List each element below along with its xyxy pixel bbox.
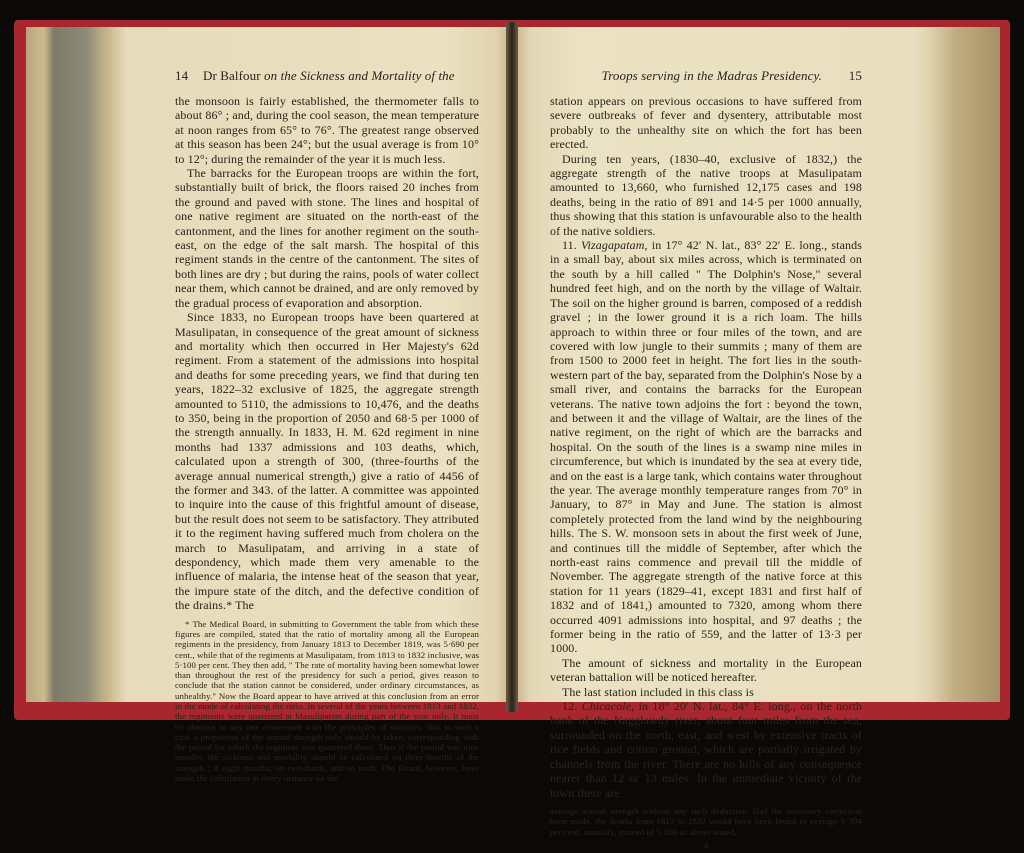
- left-paragraph-2: The barracks for the European troops are within the fort, substantially built of brick, the floors raised 20 inches from the ground and paved with stone. The lines and hospital of one native regiment are situated on the north-east of the cantonment, and the lines for another regiment on the south-east, on the edge of the salt marsh. The hospital of this regiment stands in the centre of the cantonment. The sites of both lines are dry ; but during the rains, pools of water collect near them, which cannot be drained, and are only removed by the gradual process of evaporation and absorption.: [175, 166, 479, 310]
- left-page-number: 14: [175, 68, 189, 83]
- right-page-number: 15: [848, 68, 862, 83]
- left-page-body: [175, 94, 479, 783]
- right-page-header: [550, 69, 862, 85]
- left-page-header: [175, 69, 479, 85]
- right-footnote-text: average annual strength without any such deduction. Had the necessary correction been made, the deaths from 1813 to 1832 would have been found to average 6·394 per cent. annually, instead of 5·100 as above stated.: [550, 805, 862, 837]
- left-paragraph-1: the monsoon is fairly established, the thermometer falls to about 86° ; and, during the cool season, the mean temperature at noon ranges from 65° to 76°. The greatest range observed at this season has been 24°; but the usual average is from 10° to 12°; during the remainder of the year it is much less.: [175, 94, 479, 166]
- left-paragraph-3: Since 1833, no European troops have been quartered at Masulipatan, in consequence of the great amount of sickness and mortality which then occurred in Her Majesty's 62d regiment. From a statement of the admissions into hospital and deaths for some preceding years, we find that during ten years, 1822–32 exclusive of 1825, the aggregate strength amounted to 5110, the admissions to 10,476, and the deaths to 350, being in the proportion of 2050 and 68·5 per 1000 of the strength annually. In 1833, H. M. 62d regiment in nine months had 1337 admissions and 103 deaths, which, calculated upon a strength of 300, (three-fourths of the average annual numerical strength,) give a ratio of 4456 of the former and 343. of the latter. A committee was appointed to inquire into the cause of this frightful amount of disease, but the result does not seem to be satisfactory. They attributed it to the regiment having suffered much from cholera on the march to Masulipatam, and arriving in a state of despondency, which made them very amenable to the influence of malaria, the intense heat of the season that year, the impure state of the ditch, and the defective condition of the drains.* The: [175, 310, 479, 613]
- left-running-head: Dr Balfour on the Sickness and Mortality of the: [203, 68, 455, 83]
- right-paragraph-6: 12. Chicacole, in 18° 20′ N. lat., 84° E. long., on the north bank of the Nagglawdy river, about four miles from the sea, surrounded on the north, east, and west by extensive tracts of rice fields and cotton ground, which are partially irrigated by channels from the river. There are no hills of any consequence nearer than 12 or 13 miles. In the immediate vicinity of the town there are: [550, 699, 863, 800]
- signature-mark: 4: [703, 840, 709, 851]
- right-paragraph-2: During ten years, (1830–40, exclusive of 1832,) the aggregate strength of the native troops at Masulipatam amounted to 13,660, who furnished 12,175 cases and 198 deaths, being in the ratio of 891 and 14·5 per 1000 annually, thus showing that this station is unfavourable also to the health of the native soldiers.: [550, 151, 862, 238]
- right-paragraph-4: The amount of sickness and mortality in the European veteran battalion will be noticed hereafter.: [550, 655, 862, 685]
- book-gutter: [506, 22, 518, 712]
- right-footnote: [550, 806, 862, 837]
- right-running-head: Troops serving in the Madras Presidency.: [601, 68, 822, 83]
- left-footnote: [175, 619, 479, 784]
- right-paragraph-5: The last station included in this class is: [562, 684, 754, 699]
- right-page-body: [550, 94, 862, 853]
- left-footnote-text: * The Medical Board, in submitting to Government the table from which these figures are compiled, stated that the ratio of mortality among all the European regiments in the presidency, from January 1813 to December 1819, was 5·690 per cent., while that of the regiments at Masulipatam, from 1813 to 1832 inclusive, was 5·100 per cent. They then add, " The rate of mortality having been somewhat lower than throughout the rest of the presidency for such a period, gives reason to conclude that the station cannot be considered, under ordinary circumstances, as unhealthy." Now the Board appear to have arrived at this conclusion from an error in the mode of calculating the ratio. In several of the years between 1813 and 1832, the regiments were quartered at Masulipatam during part of the year only. It must be obvious to any one conversant with the principles of statistics, that in such a case a proportion of the annual strength only should be taken, corresponding with the period for which the regiment was quartered there. Thus if the period was nine months, the sickness and mortality should be calculated on three-fourths of the strength ; if eight months, on two-thirds, and so forth. The Board, however, have made the calculation in every instance on the: [175, 618, 479, 784]
- right-paragraph-1: station appears on previous occasions to have suffered from severe outbreaks of fever and dysentery, attributable most probably to the unhealthy site on which the fort has been erected.: [550, 94, 862, 152]
- right-paragraph-3: 11. Vizagapatam, in 17° 42′ N. lat., 83° 22′ E. long., stands in a small bay, about six miles across, which is terminated on the south by a hill called " The Dolphin's Nose," several hundred feet high, and on the north by the village of Waltair. The soil on the higher ground is barren, composed of a reddish gravel ; in the lower ground it is a rich loam. The hills approach to within three or four miles of the town, and are covered with low jungle to their summits ; many of them are from 1500 to 2000 feet in height. The fort lies in the south-western part of the bay, separated from the Dolphin's Nose by a small river, and contains the barracks for the European veterans. The native town adjoins the fort : beyond the town, and between it and the village of Waltair, are the lines of the native regiment, on the right of which are the barracks and hospital. On the south of the lines is a swamp nine miles in circumference, but which is inundated by the sea at every tide, and on the east is a large tank, which contains water throughout the year. The average monthly temperature ranges from 70° in January, to 87° in May and June. The station is almost completely protected from the land wind by the neighbouring hills. The S. W. monsoon sets in about the first week of June, and continues till the middle of September, after which the north-east rains commence and prevail till the middle of November. The aggregate strength of the native force at this station for 11 years (1829–41, except 1831 and first half of 1832 and of 1841,) amounted to 7320, among whom there occurred 4091 admissions into hospital, and 97 deaths ; the former being in the ratio of 559, and the latter of 13·3 per 1000.: [550, 238, 862, 656]
